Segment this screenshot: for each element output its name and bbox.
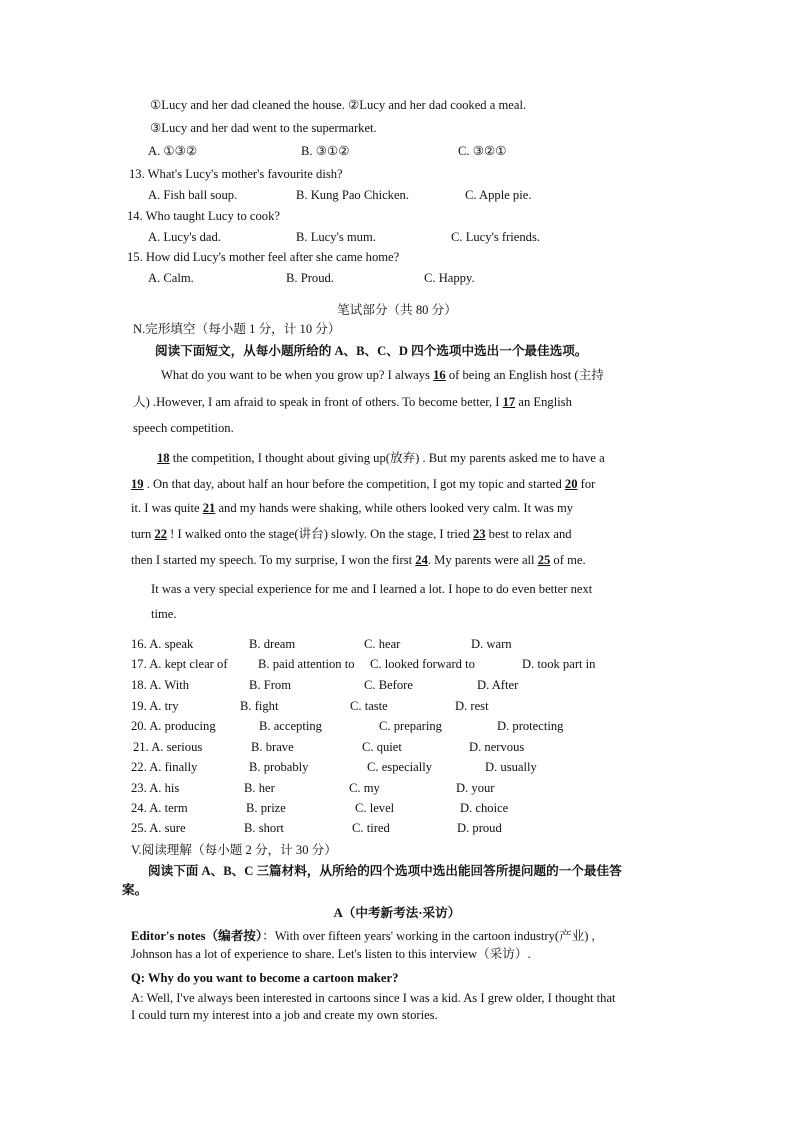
q14-choice-c: C. Lucy's friends. [451, 230, 541, 244]
option-17-c: C. looked forward to [370, 657, 475, 671]
option-16-b: B. dream [249, 637, 296, 651]
option-19-d: D. rest [455, 699, 489, 713]
option-23-b: B. her [244, 781, 275, 795]
passage-line-10: time. [151, 607, 177, 621]
blank-23[interactable]: 23 [472, 527, 486, 541]
written-section-heading: 笔试部分（共 80 分） [337, 303, 457, 317]
option-17-b: B. paid attention to [258, 657, 355, 671]
option-21-c: C. quiet [362, 740, 402, 754]
q14-choice-b: B. Lucy's mum. [296, 230, 376, 244]
option-16-d: D. warn [471, 637, 512, 651]
passage-line-7: turn 22 ! I walked onto the stage(讲台) slowly. On the stage, I tried 23 best to relax and [131, 527, 572, 541]
q15-stem: 15. How did Lucy's mother feel after she came home? [127, 250, 400, 264]
option-row-17: 17. A. kept clear of [131, 657, 228, 671]
passage-line-6: it. I was quite 21 and my hands were shaking, while others looked very calm. It was my [131, 501, 574, 515]
option-24-b: B. prize [246, 801, 286, 815]
section4-instruction: 阅读下面短文，从每小题所给的 A、B、C、D 四个选项中选出一个最佳选项。 [155, 344, 588, 358]
option-22-b: B. probably [249, 760, 309, 774]
q13-choice-c: C. Apple pie. [465, 188, 532, 202]
q13-stem: 13. What's Lucy's mother's favourite dish? [129, 167, 343, 181]
option-19-c: C. taste [350, 699, 388, 713]
passage-line-9: It was a very special experience for me and I learned a lot. I hope to do even better next [151, 582, 593, 596]
option-21-d: D. nervous [469, 740, 525, 754]
section5-instruction-line2: 案。 [122, 883, 148, 897]
blank-16[interactable]: 16 [433, 368, 446, 382]
option-row-25: 25. A. sure [131, 821, 186, 835]
option-row-20: 20. A. producing [131, 719, 216, 733]
blank-17[interactable]: 17 [502, 395, 516, 409]
option-16-c: C. hear [364, 637, 401, 651]
passage-a-title: A（中考新考法·采访） [333, 906, 461, 920]
q12-option-line1: ①Lucy and her dad cleaned the house. ②Lucy and her dad cooked a meal. [150, 98, 527, 112]
option-24-d: D. choice [460, 801, 509, 815]
option-20-c: C. preparing [379, 719, 442, 733]
option-21-b: B. brave [251, 740, 294, 754]
option-row-22: 22. A. finally [131, 760, 198, 774]
blank-25[interactable]: 25 [537, 553, 551, 567]
blank-18[interactable]: 18 [157, 451, 170, 465]
passage-line-1: What do you want to be when you grow up? I always 16 of being an English host (主持 [161, 368, 604, 382]
interview-answer-line1: A: Well, I've always been interested in cartoons since I was a kid. As I grew older, I thought that [131, 991, 616, 1005]
option-20-b: B. accepting [259, 719, 322, 733]
editor-notes-line1: Editor's notes（编者按）：With over fifteen years' working in the cartoon industry(产业) , [131, 929, 595, 943]
q13-choice-a: A. Fish ball soup. [148, 188, 238, 202]
option-24-c: C. level [355, 801, 395, 815]
option-23-c: C. my [349, 781, 380, 795]
option-18-b: B. From [249, 678, 291, 692]
section4-title: N.完形填空（每小题 1 分，计 10 分） [133, 322, 341, 336]
interview-answer-line2: I could turn my interest into a job and create my own stories. [131, 1008, 438, 1022]
q15-choice-c: C. Happy. [424, 271, 475, 285]
q12-choice-a: A. ①③② [148, 144, 198, 158]
q15-choice-a: A. Calm. [148, 271, 194, 285]
blank-19[interactable]: 19 [131, 477, 144, 491]
option-row-21: 21. A. serious [133, 740, 203, 754]
option-18-d: D. After [477, 678, 519, 692]
blank-21[interactable]: 21 [202, 501, 216, 515]
blank-20[interactable]: 20 [564, 477, 578, 491]
option-17-d: D. took part in [522, 657, 596, 671]
section5-title: V.阅读理解（每小题 2 分，计 30 分） [131, 843, 337, 857]
option-row-16: 16. A. speak [131, 637, 194, 651]
passage-line-8: then I started my speech. To my surprise, I won the first 24. My parents were all 25 of me. [131, 553, 586, 567]
option-row-19: 19. A. try [131, 699, 179, 713]
option-25-b: B. short [244, 821, 284, 835]
editor-notes-label: Editor's notes（编者按） [131, 929, 263, 943]
editor-notes-line2: Johnson has a lot of experience to share. Let's listen to this interview（采访）. [131, 947, 531, 961]
q12-choice-b: B. ③①② [301, 144, 350, 158]
option-23-d: D. your [456, 781, 495, 795]
passage-line-4: 18 the competition, I thought about giving up(放弃) . But my parents asked me to have a [157, 451, 605, 465]
option-25-c: C. tired [352, 821, 390, 835]
q12-choice-c: C. ③②① [458, 144, 507, 158]
blank-24[interactable]: 24 [415, 553, 428, 567]
option-22-d: D. usually [485, 760, 537, 774]
option-20-d: D. protecting [497, 719, 564, 733]
interview-question: Q: Why do you want to become a cartoon maker? [131, 971, 399, 985]
q14-choice-a: A. Lucy's dad. [148, 230, 221, 244]
q12-option-line2: ③Lucy and her dad went to the supermarket. [150, 121, 377, 135]
option-row-18: 18. A. With [131, 678, 190, 692]
option-18-c: C. Before [364, 678, 413, 692]
option-row-23: 23. A. his [131, 781, 180, 795]
passage-line-2: 人) .However, I am afraid to speak in front of others. To become better, I 17 an English [133, 395, 572, 409]
blank-22[interactable]: 22 [154, 527, 168, 541]
option-25-d: D. proud [457, 821, 502, 835]
option-22-c: C. especially [367, 760, 433, 774]
option-19-b: B. fight [240, 699, 279, 713]
section5-instruction-line1: 阅读下面 A、B、C 三篇材料，从所给的四个选项中选出能回答所提问题的一个最佳答 [148, 864, 622, 878]
q13-choice-b: B. Kung Pao Chicken. [296, 188, 409, 202]
q14-stem: 14. Who taught Lucy to cook? [127, 209, 280, 223]
option-row-24: 24. A. term [131, 801, 188, 815]
q15-choice-b: B. Proud. [286, 271, 334, 285]
passage-line-3: speech competition. [133, 421, 234, 435]
passage-line-5: 19 . On that day, about half an hour before the competition, I got my topic and started 20 for [131, 477, 596, 491]
